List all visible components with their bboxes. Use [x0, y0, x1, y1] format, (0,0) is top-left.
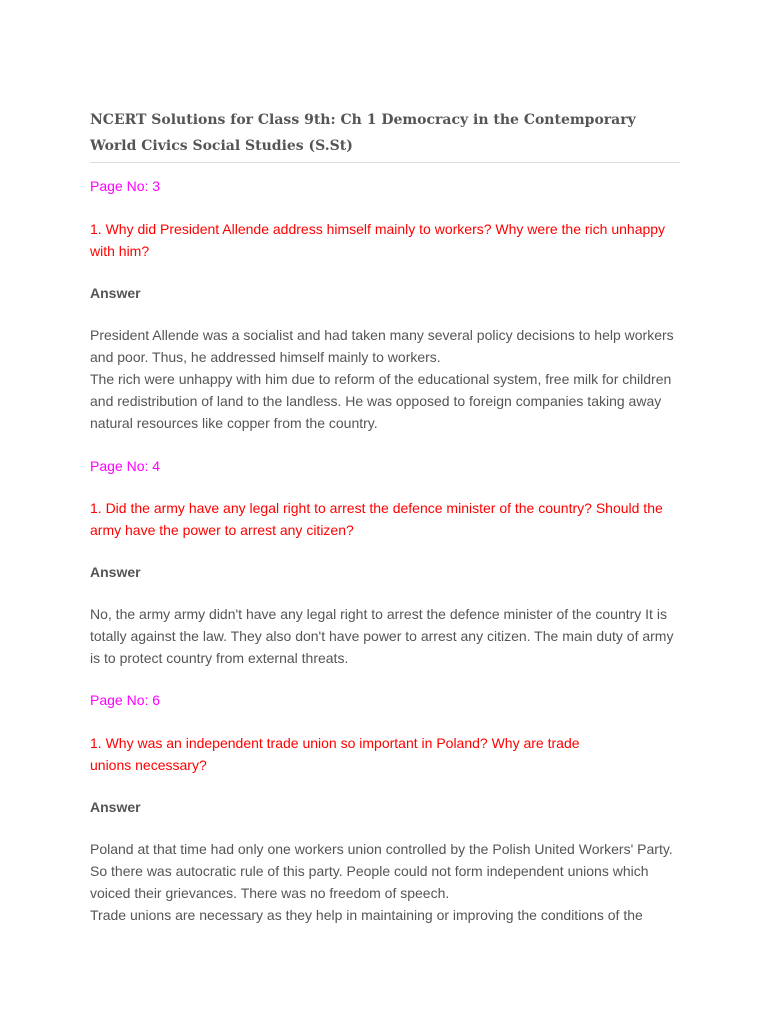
- answer-heading: Answer: [90, 285, 141, 301]
- qa-section-page-3: [90, 175, 678, 434]
- qa-section-page-4: [90, 455, 678, 669]
- answer-text: [90, 838, 680, 926]
- question-text: 1. Did the army have any legal right to arrest the defence minister of the country? Should the army have the power to arrest any citizen?: [90, 500, 663, 538]
- answer-text: [90, 603, 680, 669]
- page-number-label: Page No: 3: [90, 178, 161, 194]
- document-title: NCERT Solutions for Class 9th: Ch 1 Democracy in the Contemporary World Civics Social Studies (S.St): [90, 107, 680, 163]
- answer-paragraph: No, the army army didn't have any legal right to arrest the defence minister of the country It is totally against the law. They also don't have power to arrest any citizen. The main duty of army is to protect country from external threats.: [90, 606, 674, 666]
- answer-paragraph: Poland at that time had only one workers union controlled by the Polish United Workers' Party. So there was autocratic rule of this party. People could not form independent unions which voiced their grievances. There was no freedom of speech.: [90, 841, 673, 901]
- answer-heading: Answer: [90, 564, 141, 580]
- qa-section-page-6: [90, 689, 678, 926]
- answer-heading: Answer: [90, 799, 141, 815]
- question-text: 1. Why was an independent trade union so important in Poland? Why are trade unions necessary?: [90, 735, 580, 773]
- question-text: 1. Why did President Allende address himself mainly to workers? Why were the rich unhappy with him?: [90, 221, 666, 259]
- page-number-label: Page No: 4: [90, 458, 161, 474]
- answer-paragraph: The rich were unhappy with him due to reform of the educational system, free milk for children and redistribution of land to the landless. He was opposed to foreign companies taking away natural resources like copper from the country.: [90, 371, 672, 431]
- page-number-label: Page No: 6: [90, 692, 161, 708]
- answer-text: [90, 324, 680, 434]
- answer-paragraph: President Allende was a socialist and had taken many several policy decisions to help workers and poor. Thus, he addressed himself mainly to workers.: [90, 327, 674, 365]
- answer-paragraph: Trade unions are necessary as they help in maintaining or improving the conditions of the: [90, 907, 643, 923]
